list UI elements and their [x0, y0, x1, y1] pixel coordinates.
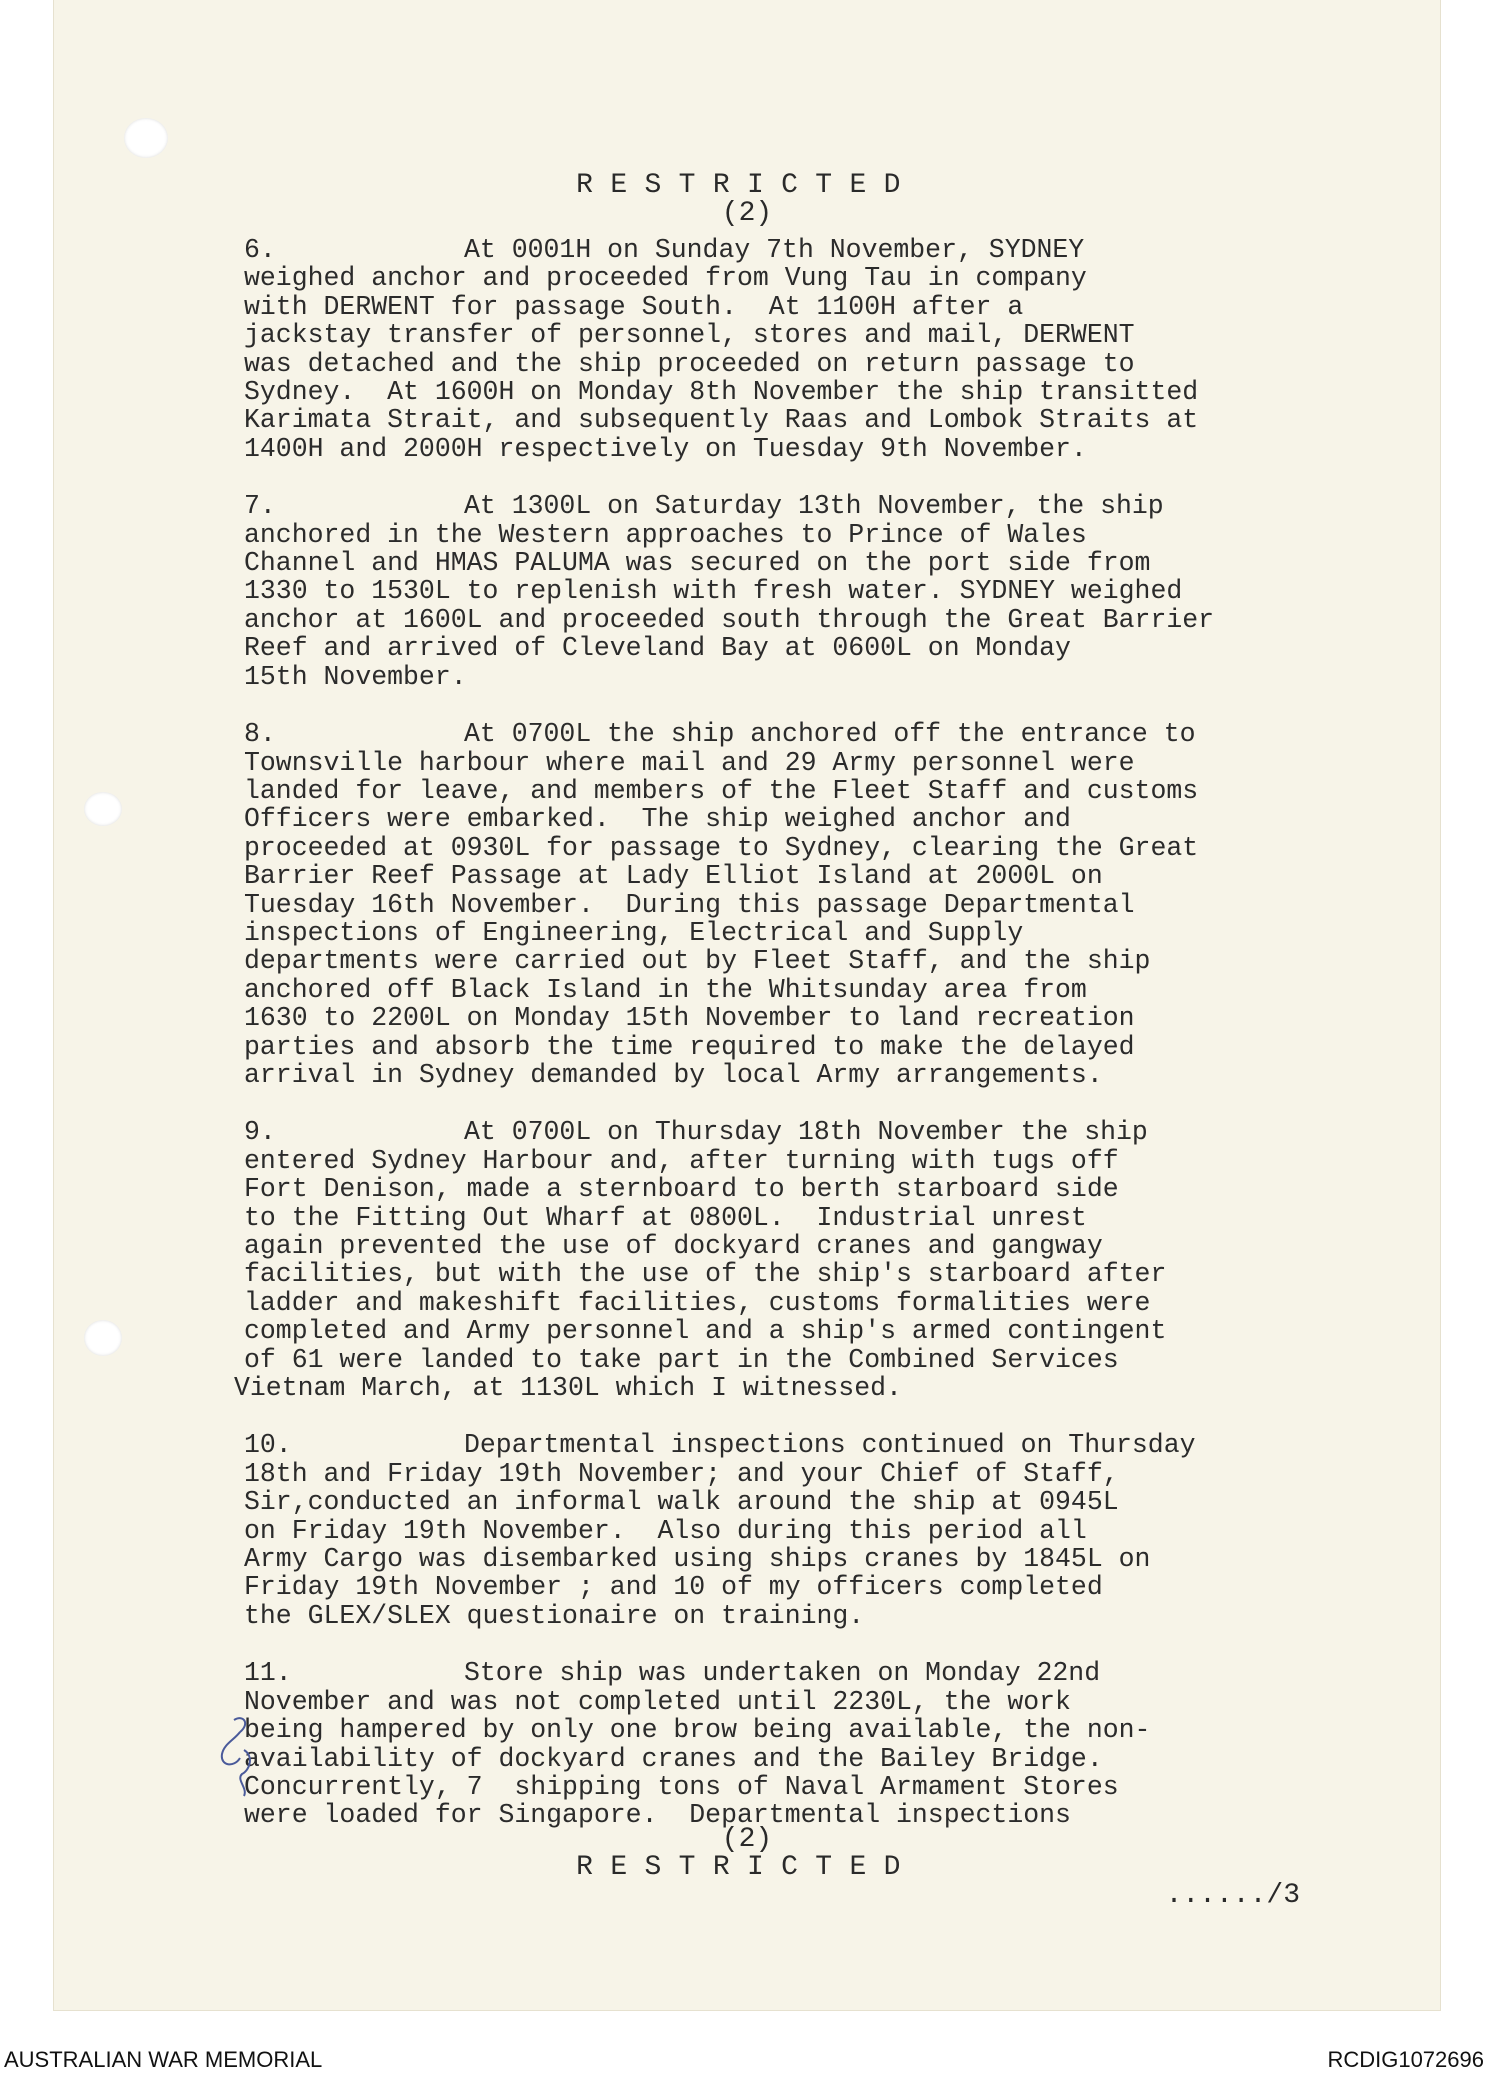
text-line: to the Fitting Out Wharf at 0800L. Industrial unrest [244, 1202, 1087, 1233]
text-line: At 0001H on Sunday 7th November, SYDNEY [464, 235, 1085, 265]
paragraph-6 [244, 236, 1344, 463]
paragraph-number: 6. [244, 235, 276, 265]
page-number-bottom: (2) [721, 1824, 773, 1855]
text-line: jackstay transfer of personnel, stores and mail, DERWENT [244, 320, 1135, 351]
text-line: Army Cargo was disembarked using ships cranes by 1845L on [244, 1544, 1151, 1575]
classification-footer: RESTRICTED [576, 1852, 918, 1883]
text-line: At 1300L on Saturday 13th November, the ship [464, 491, 1164, 522]
text-line: Vietnam March, at 1130L which I witnessed. [234, 1373, 902, 1404]
text-line: Karimata Strait, and subsequently Raas and Lombok Straits at [244, 405, 1199, 436]
text-line: entered Sydney Harbour and, after turning with tugs off [244, 1145, 1119, 1176]
punch-hole-middle [84, 792, 122, 826]
text-line: At 0700L on Thursday 18th November the ship [464, 1117, 1148, 1148]
text-line: again prevented the use of dockyard cranes and gangway [244, 1231, 1103, 1261]
paragraph-9 [234, 1117, 1344, 1404]
punch-hole-top [124, 118, 168, 158]
text-line: parties and absorb the time required to make the delayed [244, 1031, 1135, 1062]
text-line: 18th and Friday 19th November; and your Chief of Staff, [244, 1458, 1119, 1489]
text-line: proceeded at 0930L for passage to Sydney, clearing the Great [244, 832, 1199, 863]
text-line: facilities, but with the use of the ship's starboard after [244, 1259, 1167, 1290]
text-line: was detached and the ship proceeded on return passage to [244, 348, 1135, 379]
text-line: Channel and HMAS PALUMA was secured on the port side from [244, 548, 1151, 579]
text-line: November and was not completed until 2230L, the work [244, 1686, 1071, 1717]
text-line: weighed anchor and proceeded from Vung Tau in company [244, 263, 1087, 294]
paragraph-number: 11. [244, 1658, 292, 1689]
text-line: Tuesday 16th November. During this passage Departmental [244, 889, 1135, 920]
paragraph-10 [244, 1431, 1344, 1630]
text-line: arrival in Sydney demanded by local Army arrangements. [244, 1059, 1103, 1090]
paragraph-8 [244, 720, 1344, 1089]
text-line: Townsville harbour where mail and 29 Army personnel were [244, 747, 1135, 778]
text-line: landed for leave, and members of the Fleet Staff and customs [244, 775, 1199, 806]
punch-hole-bottom [84, 1320, 122, 1356]
text-line: were loaded for Singapore. Departmental inspections [244, 1800, 1071, 1831]
continuation-marker: ....../3 [1165, 1880, 1300, 1911]
text-line: anchor at 1600L and proceeded south through the Great Barrier [244, 604, 1215, 635]
text-line: of 61 were landed to take part in the Combined Services [244, 1344, 1119, 1375]
text-line: Concurrently, 7 shipping tons of Naval Armament Stores [244, 1771, 1119, 1802]
archive-credit: AUSTRALIAN WAR MEMORIAL [4, 2047, 323, 2072]
text-line: 1400H and 2000H respectively on Tuesday 9th November. [244, 433, 1087, 464]
text-line: anchored off Black Island in the Whitsunday area from [244, 974, 1087, 1005]
text-line: Store ship was undertaken on Monday 22nd [464, 1658, 1101, 1689]
archive-reference: RCDIG1072696 [1327, 2047, 1484, 2072]
text-line: Barrier Reef Passage at Lady Elliot Island at 2000L on [244, 861, 1103, 892]
paragraph-number: 10. [244, 1430, 292, 1461]
text-line: At 0700L the ship anchored off the entrance to [464, 719, 1196, 750]
text-line: anchored in the Western approaches to Prince of Wales [244, 519, 1087, 550]
text-line: Friday 19th November ; and 10 of my officers completed [244, 1572, 1103, 1603]
paragraph-number: 9. [244, 1117, 276, 1148]
text-line: Officers were embarked. The ship weighed anchor and [244, 804, 1071, 835]
text-line: the GLEX/SLEX questionaire on training. [244, 1600, 865, 1631]
text-line: inspections of Engineering, Electrical and Supply [244, 917, 1024, 948]
text-line: Departmental inspections continued on Thursday [464, 1430, 1196, 1461]
text-line: on Friday 19th November. Also during this period all [244, 1515, 1087, 1546]
text-line: Fort Denison, made a sternboard to berth starboard side [244, 1174, 1119, 1205]
text-line: 15th November. [244, 661, 467, 692]
text-line: 1630 to 2200L on Monday 15th November to land recreation [244, 1003, 1135, 1034]
text-line: Reef and arrived of Cleveland Bay at 0600L on Monday [244, 633, 1071, 664]
classification-header: RESTRICTED [576, 170, 918, 201]
text-line: departments were carried out by Fleet Staff, and the ship [244, 946, 1151, 977]
text-line: Sir,conducted an informal walk around the ship at 0945L [244, 1487, 1119, 1518]
text-line: with DERWENT for passage South. At 1100H after a [244, 291, 1024, 322]
paragraph-11 [244, 1659, 1344, 1829]
handwritten-margin-mark [204, 1710, 274, 1800]
page-number-top: (2) [721, 198, 773, 229]
paragraph-number: 7. [244, 491, 276, 522]
text-line: ladder and makeshift facilities, customs formalities were [244, 1287, 1151, 1318]
paragraph-7 [244, 492, 1344, 691]
text-line: 1330 to 1530L to replenish with fresh water. SYDNEY weighed [244, 576, 1183, 607]
text-line: availability of dockyard cranes and the Bailey Bridge. [244, 1743, 1103, 1774]
text-line: being hampered by only one brow being available, the non- [244, 1715, 1151, 1746]
document-page [54, 0, 1440, 2010]
paragraph-number: 8. [244, 719, 276, 750]
text-line: Sydney. At 1600H on Monday 8th November the ship transitted [244, 377, 1199, 408]
document-body [234, 235, 1344, 1859]
text-line: completed and Army personnel and a ship's armed contingent [244, 1316, 1167, 1347]
